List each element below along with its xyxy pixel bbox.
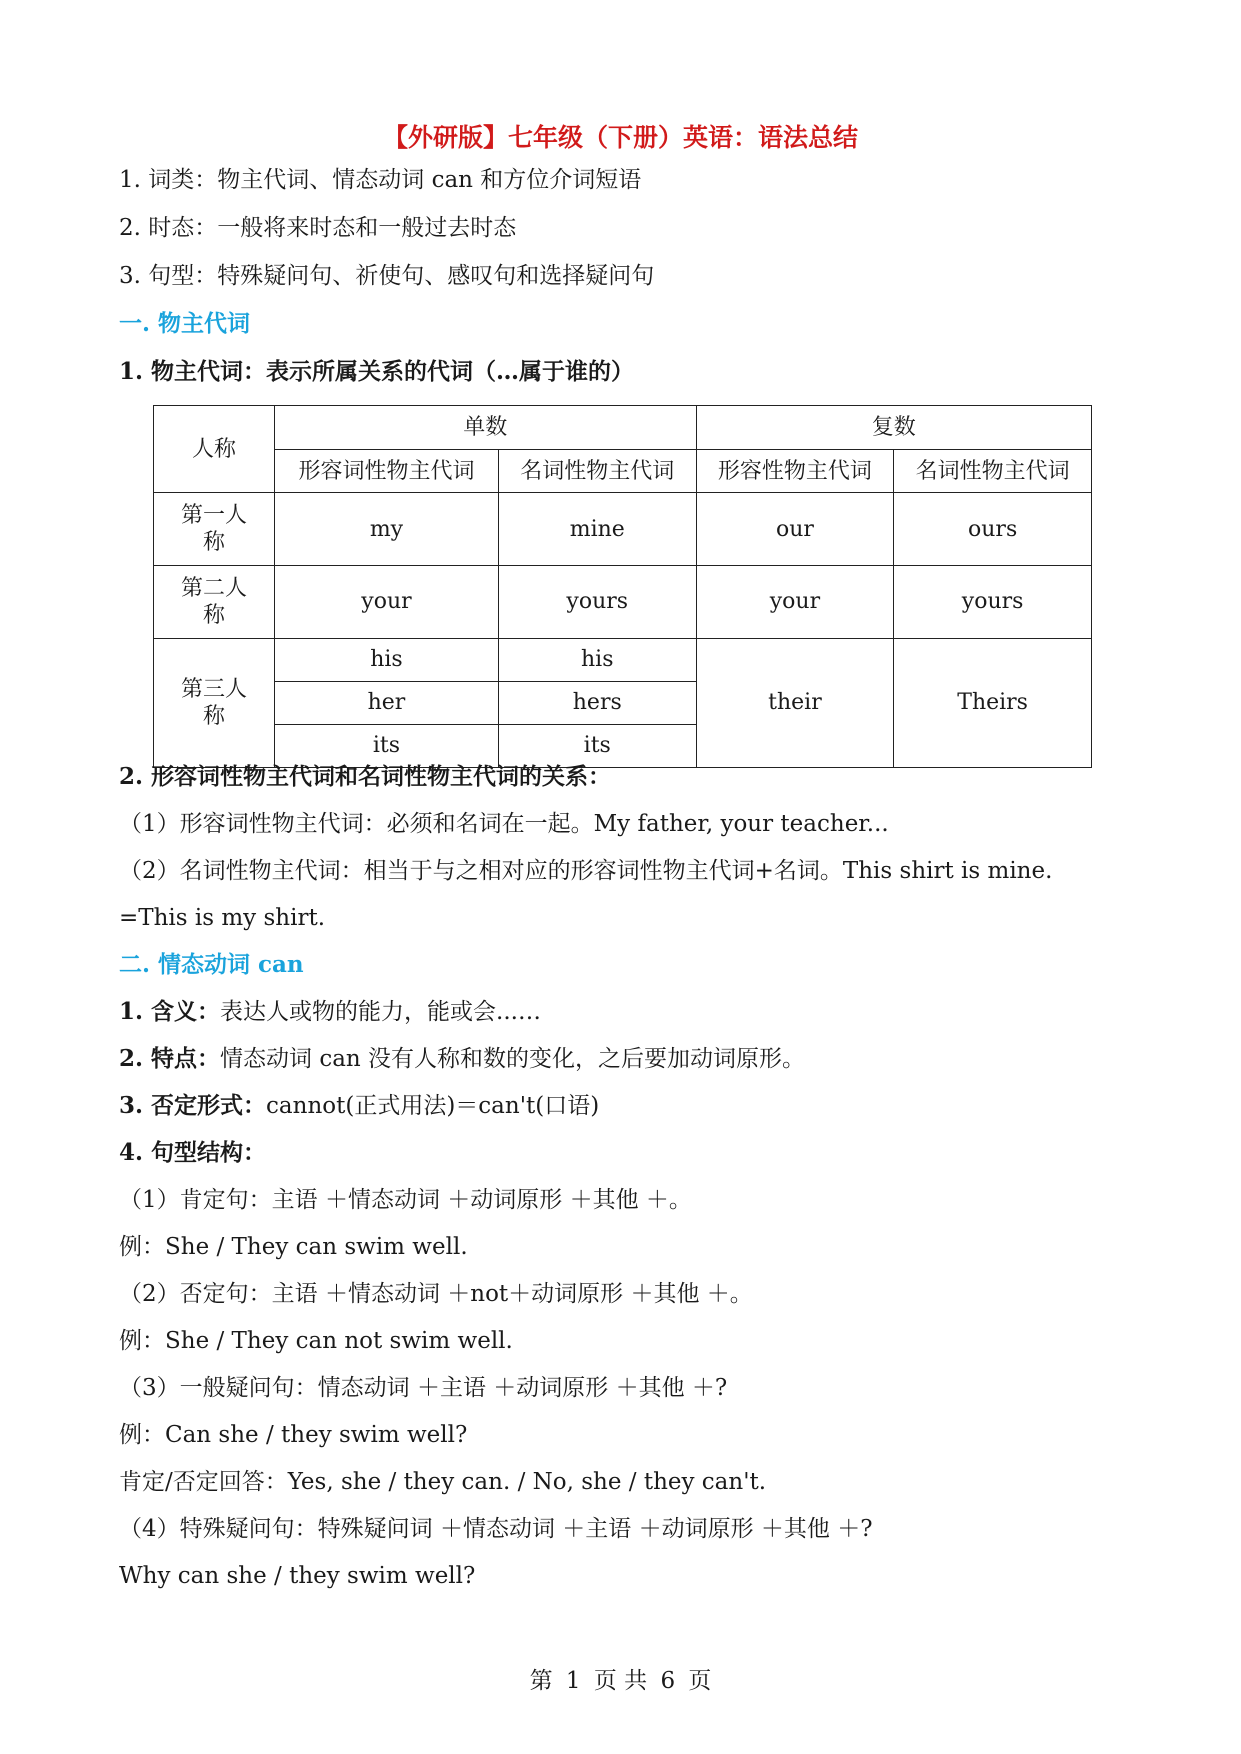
paragraph: Why can she / they swim well?	[119, 1563, 476, 1589]
person-cell: 第一人称	[154, 493, 275, 566]
person-cell: 第三人称	[154, 638, 275, 767]
header-plural: 复数	[696, 406, 1091, 450]
possessive-pronoun-table	[153, 405, 1092, 768]
item-text: 情态动词 can 没有人称和数的变化，之后要加动词原形。	[220, 1046, 806, 1072]
overview-line-3: 3. 句型：特殊疑问句、祈使句、感叹句和选择疑问句	[119, 263, 655, 289]
section-2-heading: 二. 情态动词 can	[119, 951, 304, 978]
paragraph: （2）否定句：主语 ＋情态动词 ＋not＋动词原形 ＋其他 ＋。	[119, 1281, 753, 1307]
paragraph: （1）肯定句：主语 ＋情态动词 ＋动词原形 ＋其他 ＋。	[119, 1187, 692, 1213]
table-cell: his	[498, 638, 696, 681]
item-label: 1. 含义：	[119, 998, 221, 1025]
paragraph: （3）一般疑问句：情态动词 ＋主语 ＋动词原形 ＋其他 ＋?	[119, 1375, 728, 1401]
paragraph: （4）特殊疑问句：特殊疑问词 ＋情态动词 ＋主语 ＋动词原形 ＋其他 ＋?	[119, 1516, 873, 1542]
item-text: cannot(正式用法)＝can't(口语)	[266, 1093, 600, 1119]
table-cell: your	[275, 565, 499, 638]
paragraph: （2）名词性物主代词：相当于与之相对应的形容词性物主代词+名词。This shirt is mine.	[119, 858, 1053, 884]
item-label: 4. 句型结构：	[119, 1139, 267, 1166]
table-cell: yours	[498, 565, 696, 638]
table-cell: their	[696, 638, 894, 767]
col-header: 名词性物主代词	[498, 450, 696, 493]
table-cell: her	[275, 681, 499, 724]
item-label: 2. 特点：	[119, 1045, 221, 1072]
table-cell: Theirs	[894, 638, 1092, 767]
paragraph: =This is my shirt.	[119, 905, 326, 931]
paragraph: 例：She / They can not swim well.	[119, 1328, 513, 1354]
col-header: 形容性物主代词	[696, 450, 894, 493]
page-footer	[0, 1662, 1241, 1695]
col-header: 名词性物主代词	[894, 450, 1092, 493]
overview-line-2: 2. 时态：一般将来时态和一般过去时态	[119, 215, 517, 241]
section-1-subheading-2: 2. 形容词性物主代词和名词性物主代词的关系：	[119, 763, 612, 790]
table-cell: ours	[894, 493, 1092, 566]
list-item	[119, 1091, 599, 1121]
table-cell: hers	[498, 681, 696, 724]
list-item	[119, 1138, 266, 1168]
table-cell: his	[275, 638, 499, 681]
page-total: 6	[660, 1668, 676, 1694]
list-item	[119, 1044, 805, 1074]
person-cell: 第二人称	[154, 565, 275, 638]
document-title: 【外研版】七年级（下册）英语：语法总结	[382, 123, 858, 152]
page-number: 1	[565, 1668, 581, 1694]
footer-suffix: 页	[688, 1668, 712, 1694]
table-row	[154, 493, 1092, 566]
section-1-heading: 一. 物主代词	[119, 310, 251, 337]
footer-prefix: 第	[529, 1668, 553, 1694]
table-cell: our	[696, 493, 894, 566]
item-label: 3. 否定形式：	[119, 1092, 267, 1119]
table-cell: its	[498, 724, 696, 767]
header-singular: 单数	[275, 406, 697, 450]
table-cell: your	[696, 565, 894, 638]
section-1-subheading-1: 1. 物主代词：表示所属关系的代词（…属于谁的）	[119, 358, 635, 385]
table-cell: yours	[894, 565, 1092, 638]
table-cell: mine	[498, 493, 696, 566]
table-cell: its	[275, 724, 499, 767]
table-row	[154, 638, 1092, 681]
paragraph: 例：Can she / they swim well?	[119, 1422, 468, 1448]
table-cell: my	[275, 493, 499, 566]
footer-middle: 页 共	[593, 1668, 648, 1694]
paragraph: （1）形容词性物主代词：必须和名词在一起。My father, your teacher...	[119, 811, 889, 837]
col-header: 形容词性物主代词	[275, 450, 499, 493]
table-row	[154, 565, 1092, 638]
list-item	[119, 997, 541, 1027]
paragraph: 肯定/否定回答：Yes, she / they can. / No, she / they can't.	[119, 1469, 767, 1495]
header-person: 人称	[154, 406, 275, 493]
overview-line-1: 1. 词类：物主代词、情态动词 can 和方位介词短语	[119, 167, 642, 193]
paragraph: 例：She / They can swim well.	[119, 1234, 468, 1260]
item-text: 表达人或物的能力，能或会...…	[220, 999, 541, 1025]
